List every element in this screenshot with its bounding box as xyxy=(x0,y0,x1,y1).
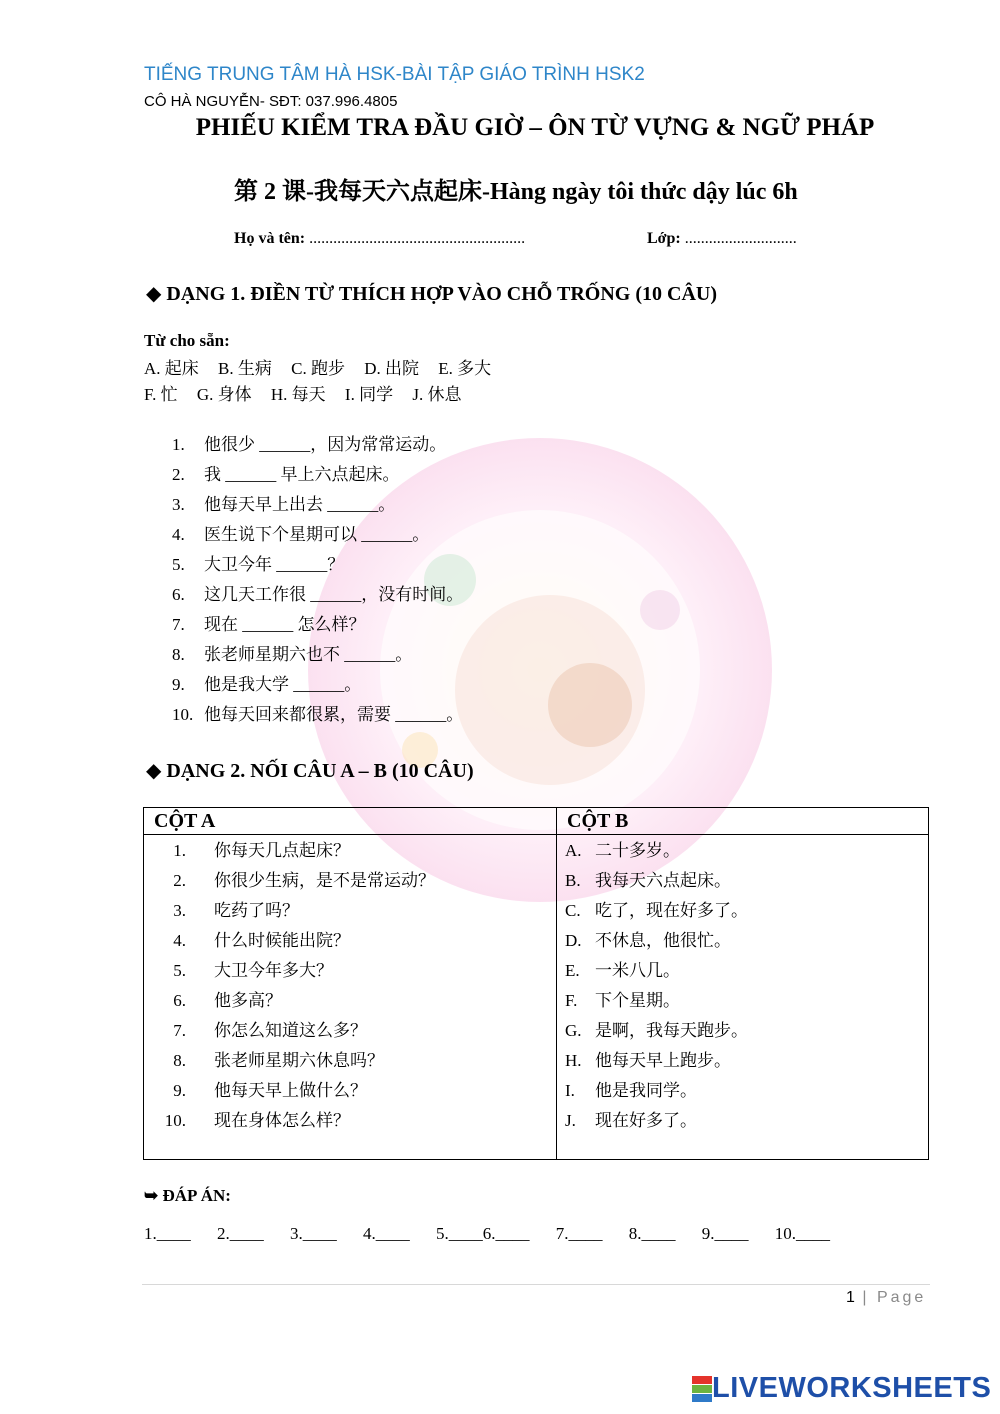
question-item[interactable] xyxy=(172,700,463,730)
question-item[interactable] xyxy=(172,550,463,580)
item-number: 10. xyxy=(164,1111,186,1130)
answer-blank[interactable]: 4.____ xyxy=(363,1224,410,1243)
name-dots: ...................................................... xyxy=(309,230,526,247)
column-a-item[interactable] xyxy=(144,1046,556,1076)
item-number: 7. xyxy=(173,1021,186,1040)
column-a-item[interactable] xyxy=(144,1106,556,1136)
item-letter: B. xyxy=(565,871,581,890)
item-text: 现在好多了。 xyxy=(595,1111,697,1130)
word-option: G. 身体 xyxy=(196,385,252,404)
item-text: 什么时候能出院？ xyxy=(214,931,350,950)
word-option: E. 多大 xyxy=(438,359,492,378)
given-words-label: Từ cho sẵn: xyxy=(144,331,230,350)
word-option: J. 休息 xyxy=(412,385,462,404)
column-b-item[interactable] xyxy=(557,836,928,866)
column-a-item[interactable] xyxy=(144,926,556,956)
item-text: 他每天早上做什么？ xyxy=(214,1081,367,1100)
question-text: 他每天回来都很累，需要 ______。 xyxy=(204,705,464,724)
item-letter: D. xyxy=(565,931,582,950)
column-b-item[interactable] xyxy=(557,986,928,1016)
question-number: 3. xyxy=(172,495,185,514)
column-a-item[interactable] xyxy=(144,1016,556,1046)
question-text: 他每天早上出去 ______。 xyxy=(204,495,396,514)
item-text: 是啊，我每天跑步。 xyxy=(595,1021,748,1040)
lesson-title: 第 2 课-我每天六点起床-Hàng ngày tôi thức dậy lúc 6h xyxy=(234,179,798,205)
item-letter: I. xyxy=(565,1081,575,1100)
column-a-item[interactable] xyxy=(144,1076,556,1106)
item-number: 3. xyxy=(173,901,186,920)
item-number: 8. xyxy=(173,1051,186,1070)
item-number: 5. xyxy=(173,961,186,980)
item-text: 你怎么知道这么多？ xyxy=(214,1021,367,1040)
page-number-value: 1 xyxy=(846,1289,855,1306)
liveworksheets-brand: LIVEWORKSHEETS xyxy=(712,1372,992,1404)
question-text: 现在 ______ 怎么样？ xyxy=(204,615,366,634)
item-number: 9. xyxy=(173,1081,186,1100)
question-number: 2. xyxy=(172,465,185,484)
item-number: 2. xyxy=(173,871,186,890)
word-option: I. 同学 xyxy=(344,385,394,404)
class-field[interactable] xyxy=(647,230,797,248)
center-name: TIẾNG TRUNG TÂM HÀ HSK-BÀI TẬP GIÁO TRÌNH HSK2 xyxy=(144,64,645,85)
answer-blank[interactable]: 10.____ xyxy=(774,1224,830,1243)
column-a xyxy=(144,835,557,1160)
question-text: 医生说下个星期可以 ______。 xyxy=(204,525,430,544)
answer-label: ➥ ĐÁP ÁN: xyxy=(144,1186,231,1205)
section2-heading: ◆ DẠNG 2. NỐI CÂU A – B (10 CÂU) xyxy=(146,760,474,782)
question-item[interactable] xyxy=(172,610,463,640)
item-text: 他是我同学。 xyxy=(595,1081,697,1100)
answer-blank[interactable]: 1.____ xyxy=(144,1224,191,1243)
question-number: 6. xyxy=(172,585,185,604)
question-number: 5. xyxy=(172,555,185,574)
item-number: 1. xyxy=(173,841,186,860)
question-item[interactable] xyxy=(172,490,463,520)
answer-blank[interactable]: 5.____6.____ xyxy=(436,1224,530,1243)
page-number xyxy=(846,1289,926,1307)
column-b-item[interactable] xyxy=(557,1076,928,1106)
question-number: 1. xyxy=(172,435,185,454)
question-text: 我 ______ 早上六点起床。 xyxy=(204,465,400,484)
question-item[interactable] xyxy=(172,520,463,550)
question-item[interactable] xyxy=(172,670,463,700)
question-text: 他很少 ______，因为常常运动。 xyxy=(204,435,447,454)
item-text: 大卫今年多大？ xyxy=(214,961,333,980)
item-text: 你很少生病，是不是常运动？ xyxy=(214,871,435,890)
item-text: 不休息，他很忙。 xyxy=(595,931,731,950)
column-b xyxy=(557,835,929,1160)
item-letter: F. xyxy=(565,991,578,1010)
section1-heading: ◆ DẠNG 1. ĐIỀN TỪ THÍCH HỢP VÀO CHỖ TRỐNG (10 CÂU) xyxy=(146,283,717,305)
item-letter: J. xyxy=(565,1111,576,1130)
column-b-item[interactable] xyxy=(557,1016,928,1046)
column-a-item[interactable] xyxy=(144,956,556,986)
column-a-header: CỘT A xyxy=(144,808,557,835)
answer-blank[interactable]: 7.____ xyxy=(555,1224,603,1243)
name-field[interactable] xyxy=(234,230,525,248)
item-text: 二十多岁。 xyxy=(595,841,680,860)
column-b-item[interactable] xyxy=(557,1106,928,1136)
item-number: 6. xyxy=(173,991,186,1010)
answer-blank[interactable]: 8.____ xyxy=(628,1224,676,1243)
answer-row xyxy=(144,1224,852,1244)
question-number: 10. xyxy=(172,705,194,724)
column-b-header: CỘT B xyxy=(557,808,929,835)
column-a-item[interactable] xyxy=(144,866,556,896)
item-letter: E. xyxy=(565,961,580,980)
question-text: 他是我大学 ______。 xyxy=(204,675,362,694)
class-label: Lớp: xyxy=(647,230,681,247)
column-b-item[interactable] xyxy=(557,866,928,896)
answer-blank[interactable]: 2.____ xyxy=(217,1224,264,1243)
item-text: 他多高？ xyxy=(214,991,282,1010)
class-dots: ............................ xyxy=(684,230,797,247)
item-letter: H. xyxy=(565,1051,582,1070)
question-item[interactable] xyxy=(172,580,463,610)
column-a-item[interactable] xyxy=(144,836,556,866)
question-item[interactable] xyxy=(172,460,463,490)
question-item[interactable] xyxy=(172,430,463,460)
matching-table xyxy=(143,807,929,1160)
item-letter: A. xyxy=(565,841,582,860)
question-text: 张老师星期六也不 ______。 xyxy=(204,645,413,664)
word-option: F. 忙 xyxy=(144,385,178,404)
column-b-item[interactable] xyxy=(557,896,928,926)
live-badge-icon xyxy=(692,1376,712,1402)
column-a-item[interactable] xyxy=(144,986,556,1016)
page-title: PHIẾU KIỂM TRA ĐẦU GIỜ – ÔN TỪ VỰNG & NGỮ PHÁP xyxy=(195,114,875,141)
item-text: 下个星期。 xyxy=(595,991,680,1010)
column-b-item[interactable] xyxy=(557,926,928,956)
item-text: 你每天几点起床？ xyxy=(214,841,350,860)
item-letter: G. xyxy=(565,1021,582,1040)
word-option: C. 跑步 xyxy=(291,359,345,378)
item-text: 他每天早上跑步。 xyxy=(595,1051,731,1070)
question-text: 大卫今年 ______？ xyxy=(204,555,345,574)
item-number: 4. xyxy=(173,931,186,950)
item-text: 吃了，现在好多了。 xyxy=(595,901,748,920)
item-text: 张老师星期六休息吗？ xyxy=(214,1051,384,1070)
liveworksheets-logo[interactable] xyxy=(692,1372,991,1405)
question-number: 8. xyxy=(172,645,185,664)
answer-blank[interactable]: 9.____ xyxy=(701,1224,749,1243)
word-option: A. 起床 xyxy=(144,359,199,378)
answer-blank[interactable]: 3.____ xyxy=(290,1224,337,1243)
column-b-item[interactable] xyxy=(557,956,928,986)
teacher-contact: CÔ HÀ NGUYỄN- SĐT: 037.996.4805 xyxy=(144,93,398,110)
question-text: 这几天工作很 ______，没有时间。 xyxy=(204,585,464,604)
question-number: 4. xyxy=(172,525,185,544)
word-option: B. 生病 xyxy=(218,359,272,378)
item-text: 我每天六点起床。 xyxy=(595,871,731,890)
word-option: H. 每天 xyxy=(270,385,326,404)
word-option: D. 出院 xyxy=(364,359,419,378)
item-text: 现在身体怎么样？ xyxy=(214,1111,350,1130)
item-text: 吃药了吗？ xyxy=(214,901,299,920)
given-words-row1 xyxy=(144,354,506,379)
column-a-item[interactable] xyxy=(144,896,556,926)
item-letter: C. xyxy=(565,901,581,920)
question-number: 9. xyxy=(172,675,185,694)
item-text: 一米八几。 xyxy=(595,961,680,980)
question-number: 7. xyxy=(172,615,185,634)
footer-divider xyxy=(142,1284,930,1285)
fill-in-questions xyxy=(172,430,463,730)
name-label: Họ và tên: xyxy=(234,230,306,247)
question-item[interactable] xyxy=(172,640,463,670)
page-word: | Page xyxy=(854,1289,927,1306)
column-b-item[interactable] xyxy=(557,1046,928,1076)
given-words-row2 xyxy=(144,380,476,405)
